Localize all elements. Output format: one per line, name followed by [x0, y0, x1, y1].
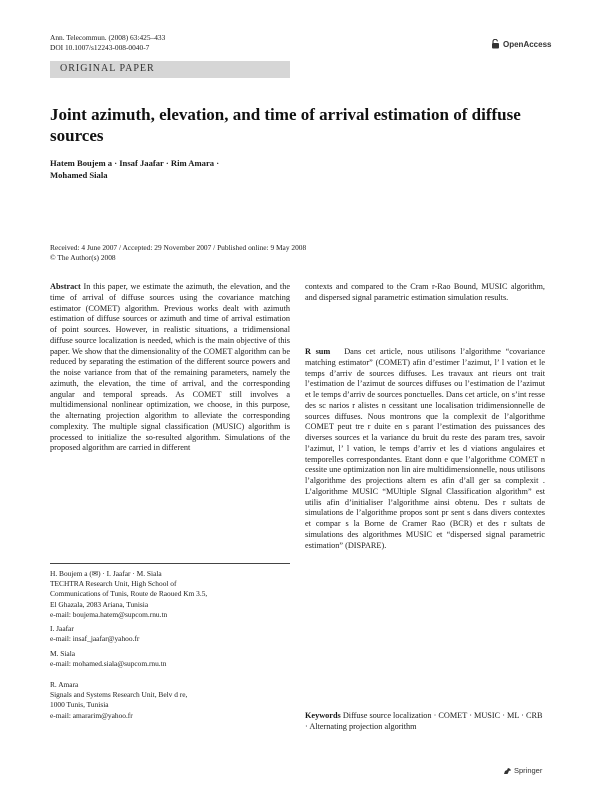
affiliation-block-3 [50, 649, 290, 669]
journal-citation: Ann. Telecommun. (2008) 63:425–433 [50, 33, 166, 42]
publication-dates [50, 243, 530, 263]
email-line: e-mail: insaf_jaafar@yahoo.fr [50, 634, 140, 644]
affiliation-line: I. Jaafar [50, 624, 74, 633]
email-line: e-mail: mohamed.siala@supcom.rnu.tn [50, 659, 167, 669]
abstract-text: In this paper, we estimate the azimuth, the elevation, and the time of arrival of diffuse sources using the covariance matching estimator (COMET) algorithm. Previous works dealt with azimuth estimation of diffuse sources or azimuth and time of arrival estimation of point sources. However, in realistic situations, a tridimensional diffuse source localization is needed, which is the main objective of this paper. We show that the dimensionality of the COMET algorithm can be reduced by separating the estimation of the different source powers and the noise variance from that of the remaining parameters, namely the azimuth, the elevation, the time of arrival, and the corresponding angular and temporal spreads. As COMET still involves a multidimensional nonlinear optimization, we choose, in this purpose, the alternating projection algorithm to alleviate the corresponding complexity. The multiple signal classification (MUSIC) algorithm is processed to initialize the so-resulted algorithm. Simulations of the proposed algorithm are carried in different [50, 282, 290, 453]
keywords-text: Diffuse source localization · COMET · MUSIC · ML · CRB · Alternating projection algorithm [305, 711, 543, 731]
abstract-continuation [305, 282, 545, 304]
author-list [50, 158, 310, 181]
author-line-2: Mohamed Siala [50, 169, 108, 180]
resume-text: Dans cet article, nous utilisons l’algorithme “covariance matching estimator” (COMET) afin d’estimer l’azimut, l’ l vation et le temps d’arriv de sources diffuses. Les travaux ant rieurs ont trait l’estimation de l’azimut de sources diffuses ou l’estimation de l’azimut et le temps d’arriv de sources ponctuelles. Dans cet article, on s’int resse des sc narios r alistes n cessitant une localisation tridimensionnelle de sources diffuses. Nous montrons que la complexit de l’algorithme COMET peut tre r duite en s parant l’estimation des puissances des diverses sources et la variance du bruit du reste des param tres, savoir l’azimut, l’ l vation, le temps d’arriv et les d viations angulaires et temporelles correspondantes. Etant donn e que l’algorithme COMET n cessite une optimization non lin aire multidimensionnelle, nous utilisons l’algorithme des projections altern es afin d’all ger sa complexit . L’algorithme MUSIC “MUltiple SIgnal Classification algorithm” est utilis afin d’initialiser l’algorithme ainsi obtenu. Des r sultats de simulations de l’algorithme propos sont pr sent s dans divers contextes et compar s la Borne de Cramer Rao (BCR) et des r sultats de simulations des algorithmes MUSIC et “dispersed signal parametric estimation” (DISPARE). [305, 347, 545, 550]
copyright-line: © The Author(s) 2008 [50, 253, 116, 263]
affiliation-line: Signals and Systems Research Unit, Belv d re, [50, 690, 188, 700]
author-line-1: Hatem Boujem a · Insaf Jaafar · Rim Amara · [50, 158, 220, 168]
abstract-section [50, 282, 290, 454]
journal-info [50, 33, 165, 53]
paper-title: Joint azimuth, elevation, and time of arrival estimation of diffuse sources [50, 105, 521, 145]
doi-line: DOI 10.1007/s12243-008-0040-7 [50, 43, 150, 53]
affiliation-line: H. Boujem a (✉) · I. Jaafar · M. Siala [50, 569, 162, 578]
open-lock-icon [491, 39, 500, 49]
resume-section [305, 347, 545, 551]
affiliation-line: M. Siala [50, 649, 76, 658]
publisher-logo [503, 766, 542, 775]
affiliation-line: El Ghazala, 2083 Ariana, Tunisia [50, 599, 149, 609]
keywords-label: Keywords [305, 711, 341, 720]
affiliation-divider [50, 563, 290, 564]
keywords-section [305, 711, 545, 733]
article-type-label: ORIGINAL PAPER [60, 63, 155, 74]
article-type-banner [50, 61, 290, 78]
affiliation-block-4 [50, 680, 290, 721]
resume-label: R sum [305, 347, 331, 356]
email-line: e-mail: amararim@yahoo.fr [50, 710, 133, 720]
received-accepted-line: Received: 4 June 2007 / Accepted: 29 November 2007 / Published online: 9 May 2008 [50, 243, 307, 252]
affiliation-line: Communications of Tunis, Route de Raoued Km 3.5, [50, 589, 208, 599]
publisher-name: Springer [514, 766, 543, 775]
open-access-label: OpenAccess [503, 39, 552, 49]
affiliation-block-2 [50, 624, 290, 644]
open-access-badge [491, 39, 551, 49]
affiliation-block-1 [50, 569, 290, 620]
abstract-label: Abstract [50, 282, 81, 291]
affiliation-line: 1000 Tunis, Tunisia [50, 700, 109, 710]
affiliation-line: TECHTRA Research Unit, High School of [50, 579, 177, 589]
springer-horse-icon [503, 767, 512, 775]
affiliation-line: R. Amara [50, 680, 79, 689]
abstract-continuation-text: contexts and compared to the Cram r-Rao Bound, MUSIC algorithm, and dispersed signal parametric estimation simulation results. [305, 282, 545, 302]
email-line: e-mail: boujema.hatem@supcom.rnu.tn [50, 609, 168, 619]
